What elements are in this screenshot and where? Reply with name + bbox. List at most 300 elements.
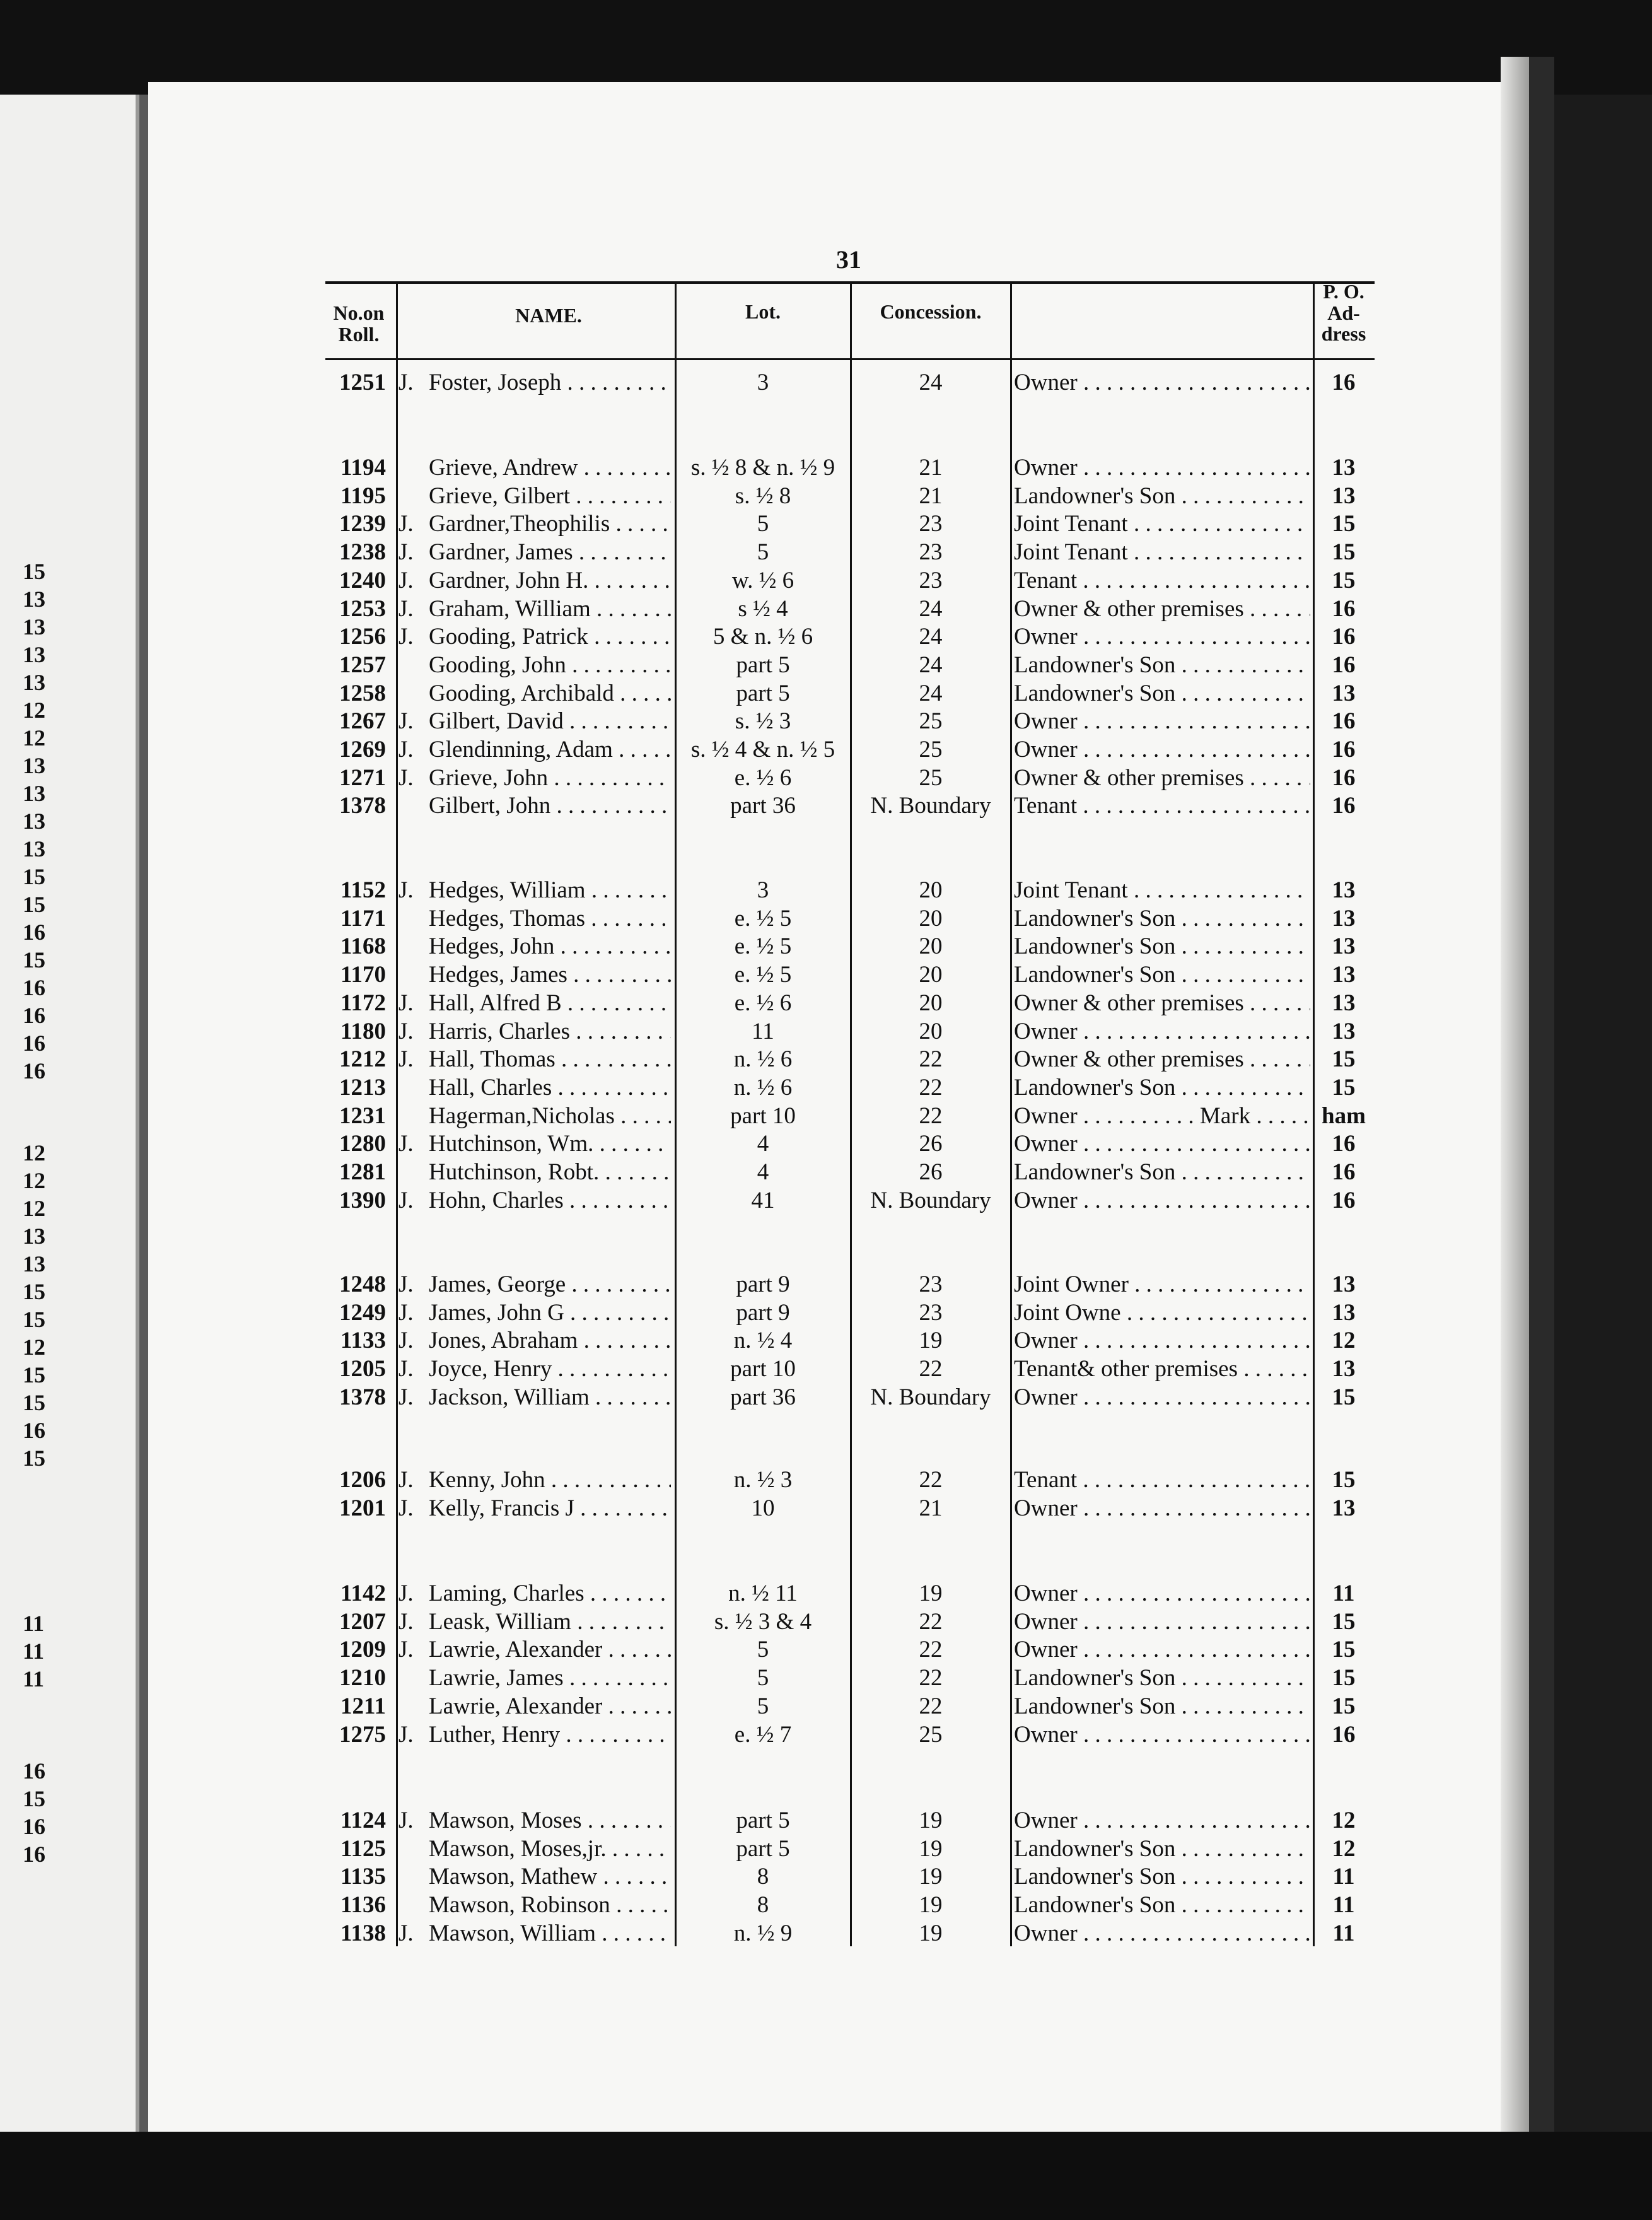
lot: s. ½ 3 & 4 — [714, 1609, 812, 1635]
juror-mark: J. — [398, 1467, 414, 1493]
page-number: 31 — [836, 245, 861, 274]
facing-page-number: 12 — [23, 1140, 45, 1166]
header-concession: Concession. — [880, 300, 982, 323]
roll-number: 1125 — [340, 1836, 386, 1862]
voter-name: Gooding, Archibald . . . — [429, 680, 671, 708]
concession: 24 — [919, 652, 943, 678]
concession: 20 — [919, 933, 943, 959]
po-address: 15 — [1332, 1637, 1356, 1662]
po-address: 16 — [1332, 596, 1356, 622]
lot: 5 & n. ½ 6 — [713, 624, 813, 650]
qualification: Owner . . . . . . . . . . Mark . . . — [1014, 1102, 1310, 1130]
concession: 19 — [919, 1920, 943, 1946]
table-row — [0, 708, 1652, 735]
voter-name: Mawson, Moses,jr. . . . — [429, 1835, 671, 1863]
qualification: Landowner's Son . . . — [1014, 1891, 1310, 1919]
table-row — [0, 539, 1652, 566]
roll-number: 1172 — [340, 990, 386, 1016]
juror-mark: J. — [398, 990, 414, 1016]
facing-page-number: 13 — [23, 809, 45, 834]
roll-number: 1152 — [340, 877, 386, 903]
lot: e. ½ 7 — [734, 1722, 792, 1748]
qualification: Owner . . . — [1014, 1636, 1310, 1664]
roll-number: 1280 — [339, 1131, 386, 1157]
voter-name: Jones, Abraham . . . — [429, 1327, 671, 1355]
concession: 22 — [919, 1693, 943, 1719]
concession: N. Boundary — [870, 793, 991, 819]
lot: 41 — [751, 1188, 775, 1213]
voter-name: Hall, Thomas . . . — [429, 1046, 671, 1073]
facing-page-number: 15 — [23, 1786, 45, 1811]
table-row — [0, 1187, 1652, 1215]
voter-name: Glendinning, Adam . . . — [429, 736, 671, 764]
qualification: Tenant . . . — [1014, 792, 1310, 820]
table-row — [0, 680, 1652, 708]
table-row — [0, 792, 1652, 820]
po-address: 15 — [1332, 539, 1356, 565]
po-address: 15 — [1332, 1693, 1356, 1719]
lot: part 5 — [736, 681, 790, 706]
qualification: Tenant& other premises . . . — [1014, 1355, 1310, 1383]
facing-page-number: 16 — [23, 920, 45, 945]
qualification: Joint Tenant . . . — [1014, 539, 1310, 566]
po-address: 16 — [1332, 370, 1356, 395]
qualification: Owner . . . — [1014, 369, 1310, 397]
juror-mark: J. — [398, 1300, 414, 1326]
facing-page-number: 16 — [23, 975, 45, 1000]
header-line: P. O. — [1323, 280, 1364, 303]
roll-number: 1136 — [340, 1892, 386, 1918]
po-address: 15 — [1332, 1665, 1356, 1691]
voter-name: Grieve, Gilbert . . . — [429, 482, 671, 510]
lot: 5 — [757, 1693, 769, 1719]
table-row — [0, 1891, 1652, 1919]
lot: n. ½ 9 — [733, 1920, 793, 1946]
concession: 19 — [919, 1836, 943, 1862]
qualification: Owner & other premises . . . — [1014, 595, 1310, 623]
lot: 5 — [757, 1637, 769, 1662]
qualification: Owner & other premises . . . — [1014, 764, 1310, 792]
roll-number: 1269 — [339, 737, 386, 762]
po-address: ham — [1322, 1103, 1366, 1129]
po-address: 13 — [1332, 906, 1356, 932]
table-row — [0, 736, 1652, 764]
roll-number: 1212 — [339, 1046, 386, 1072]
voter-name: Hall, Charles . . . — [429, 1074, 671, 1102]
voter-name: Hedges, Thomas . . . — [429, 905, 671, 933]
concession: 25 — [919, 1722, 943, 1748]
table-row — [0, 1018, 1652, 1046]
voter-name: Gardner,Theophilis . . . — [429, 510, 671, 538]
table-row — [0, 1693, 1652, 1721]
juror-mark: J. — [398, 1019, 414, 1044]
concession: 20 — [919, 906, 943, 932]
facing-page-number: 13 — [23, 670, 45, 695]
po-address: 13 — [1332, 1271, 1356, 1297]
lot: s. ½ 4 & n. ½ 5 — [690, 737, 835, 762]
concession: N. Boundary — [870, 1384, 991, 1410]
facing-page-number: 15 — [23, 1390, 45, 1415]
roll-number: 1205 — [339, 1356, 386, 1382]
juror-mark: J. — [398, 624, 414, 650]
roll-number: 1378 — [339, 793, 386, 819]
po-address: 13 — [1332, 1019, 1356, 1044]
roll-number: 1124 — [340, 1808, 386, 1833]
juror-mark: J. — [398, 1580, 414, 1606]
table-row — [0, 990, 1652, 1017]
table-row — [0, 905, 1652, 933]
voter-name: Hedges, James . . . — [429, 961, 671, 989]
juror-mark: J. — [398, 596, 414, 622]
roll-number: 1251 — [339, 370, 386, 395]
po-address: 16 — [1332, 1131, 1356, 1157]
table-row — [0, 369, 1652, 397]
voter-name: Gardner, James . . . — [429, 539, 671, 566]
roll-number: 1210 — [339, 1665, 386, 1691]
scan-bottom-border — [0, 2132, 1652, 2220]
qualification: Joint Tenant . . . — [1014, 877, 1310, 904]
facing-page-number: 15 — [23, 1279, 45, 1304]
lot: s. ½ 8 & n. ½ 9 — [690, 455, 835, 481]
voter-name: Hohn, Charles . . . — [429, 1187, 671, 1215]
qualification: Owner . . . — [1014, 1580, 1310, 1608]
roll-number: 1211 — [340, 1693, 386, 1719]
po-address: 15 — [1332, 511, 1356, 537]
voter-name: Gilbert, John . . . — [429, 792, 671, 820]
header-line: Ad- — [1327, 301, 1360, 324]
voter-name: Luther, Henry . . . — [429, 1721, 671, 1749]
concession: 22 — [919, 1467, 943, 1493]
concession: 24 — [919, 624, 943, 650]
table-row — [0, 961, 1652, 989]
concession: 23 — [919, 511, 943, 537]
juror-mark: J. — [398, 737, 414, 762]
juror-mark: J. — [398, 1188, 414, 1213]
concession: 23 — [919, 1271, 943, 1297]
concession: 20 — [919, 990, 943, 1016]
facing-page-number: 11 — [23, 1611, 45, 1636]
lot: 5 — [757, 1665, 769, 1691]
po-address: 13 — [1332, 1300, 1356, 1326]
facing-page-number: 15 — [23, 947, 45, 973]
qualification: Landowner's Son . . . — [1014, 1693, 1310, 1721]
facing-page-number: 15 — [23, 1362, 45, 1388]
facing-page-number: 12 — [23, 725, 45, 751]
po-address: 12 — [1332, 1836, 1356, 1862]
concession: 19 — [919, 1328, 943, 1353]
concession: 19 — [919, 1864, 943, 1890]
voter-name: Mawson, Moses . . . — [429, 1807, 671, 1835]
voter-name: Foster, Joseph . . . — [429, 369, 671, 397]
table-row — [0, 764, 1652, 792]
roll-number: 1206 — [339, 1467, 386, 1493]
juror-mark: J. — [398, 1808, 414, 1833]
roll-number: 1170 — [340, 962, 386, 988]
concession: 23 — [919, 1300, 943, 1326]
lot: s. ½ 8 — [735, 483, 791, 509]
lot: n. ½ 6 — [733, 1046, 793, 1072]
concession: 26 — [919, 1131, 943, 1157]
juror-mark: J. — [398, 1046, 414, 1072]
roll-number: 1213 — [339, 1075, 386, 1101]
concession: 19 — [919, 1892, 943, 1918]
table-row — [0, 651, 1652, 679]
juror-mark: J. — [398, 765, 414, 791]
voter-name: Gooding, Patrick . . . — [429, 623, 671, 651]
qualification: Owner . . . — [1014, 1495, 1310, 1522]
voter-name: Hedges, William . . . — [429, 877, 671, 904]
qualification: Tenant . . . — [1014, 567, 1310, 595]
qualification: Joint Owne . . . — [1014, 1299, 1310, 1327]
roll-number: 1133 — [340, 1328, 386, 1353]
table-row — [0, 623, 1652, 651]
juror-mark: J. — [398, 708, 414, 734]
qualification: Owner . . . — [1014, 1327, 1310, 1355]
roll-number: 1239 — [339, 511, 386, 537]
facing-page-number: 16 — [23, 1758, 45, 1784]
po-address: 11 — [1332, 1892, 1355, 1918]
lot: 3 — [757, 370, 769, 395]
roll-number: 1248 — [339, 1271, 386, 1297]
roll-number: 1281 — [339, 1159, 386, 1185]
roll-number: 1231 — [339, 1103, 386, 1129]
facing-page-number: 16 — [23, 1842, 45, 1867]
facing-page-number: 13 — [23, 1224, 45, 1249]
concession: 22 — [919, 1609, 943, 1635]
concession: N. Boundary — [870, 1188, 991, 1213]
voter-name: Hutchinson, Wm. . . . — [429, 1130, 671, 1158]
table-row — [0, 877, 1652, 904]
facing-page-number: 13 — [23, 781, 45, 806]
qualification: Landowner's Son . . . — [1014, 1664, 1310, 1692]
roll-number: 1168 — [340, 933, 386, 959]
lot: part 10 — [730, 1356, 796, 1382]
po-address: 16 — [1332, 1159, 1356, 1185]
roll-number: 1180 — [340, 1019, 386, 1044]
roll-number: 1378 — [339, 1384, 386, 1410]
juror-mark: J. — [398, 1131, 414, 1157]
qualification: Landowner's Son . . . — [1014, 905, 1310, 933]
concession: 20 — [919, 1019, 943, 1044]
voter-name: James, John G . . . — [429, 1299, 671, 1327]
po-address: 11 — [1332, 1580, 1355, 1606]
qualification: Owner . . . — [1014, 1721, 1310, 1749]
qualification: Landowner's Son . . . — [1014, 482, 1310, 510]
qualification: Joint Owner . . . — [1014, 1271, 1310, 1299]
table-row — [0, 1130, 1652, 1158]
header-lot: Lot. — [745, 300, 781, 323]
table-row — [0, 1327, 1652, 1355]
qualification: Tenant . . . — [1014, 1466, 1310, 1494]
table-row — [0, 1580, 1652, 1608]
concession: 21 — [919, 455, 943, 481]
table-row — [0, 454, 1652, 482]
lot: e. ½ 5 — [734, 933, 792, 959]
po-address: 16 — [1332, 1188, 1356, 1213]
table-row — [0, 1495, 1652, 1522]
voter-name: Hedges, John . . . — [429, 933, 671, 961]
qualification: Owner & other premises . . . — [1014, 990, 1310, 1017]
po-address: 16 — [1332, 624, 1356, 650]
facing-page-number: 16 — [23, 1418, 45, 1443]
concession: 22 — [919, 1103, 943, 1129]
qualification: Owner . . . — [1014, 1920, 1310, 1948]
voter-name: Graham, William . . . — [429, 595, 671, 623]
concession: 23 — [919, 568, 943, 593]
qualification: Owner . . . — [1014, 1807, 1310, 1835]
facing-page-number: 11 — [23, 1639, 45, 1664]
po-address: 15 — [1332, 568, 1356, 593]
concession: 20 — [919, 962, 943, 988]
voter-name: Kelly, Francis J . . . — [429, 1495, 671, 1522]
juror-mark: J. — [398, 1384, 414, 1410]
po-address: 13 — [1332, 1356, 1356, 1382]
juror-mark: J. — [398, 1271, 414, 1297]
facing-page-number: 13 — [23, 614, 45, 640]
qualification: Landowner's Son . . . — [1014, 651, 1310, 679]
qualification: Owner . . . — [1014, 454, 1310, 482]
po-address: 16 — [1332, 1722, 1356, 1748]
juror-mark: J. — [398, 1356, 414, 1382]
po-address: 16 — [1332, 793, 1356, 819]
facing-page-number: 16 — [23, 1058, 45, 1084]
lot: 3 — [757, 877, 769, 903]
table-row — [0, 1046, 1652, 1073]
voter-name: Leask, William . . . — [429, 1608, 671, 1636]
qualification: Owner . . . — [1014, 1608, 1310, 1636]
po-address: 16 — [1332, 737, 1356, 762]
concession: 22 — [919, 1637, 943, 1662]
qualification: Landowner's Son . . . — [1014, 1159, 1310, 1186]
table-row — [0, 1299, 1652, 1327]
facing-page-number: 13 — [23, 753, 45, 778]
concession: 22 — [919, 1356, 943, 1382]
header-no-on-roll — [323, 303, 395, 345]
table-row — [0, 1721, 1652, 1749]
facing-page-number: 15 — [23, 559, 45, 584]
table-row — [0, 1102, 1652, 1130]
table-row — [0, 1271, 1652, 1299]
voter-name: Hutchinson, Robt. . . . — [429, 1159, 671, 1186]
table-row — [0, 1159, 1652, 1186]
lot: n. ½ 11 — [728, 1580, 798, 1606]
lot: n. ½ 3 — [733, 1467, 793, 1493]
concession: 22 — [919, 1665, 943, 1691]
voter-name: Jackson, William . . . — [429, 1384, 671, 1411]
roll-number: 1201 — [339, 1495, 386, 1521]
qualification: Owner & other premises . . . — [1014, 1046, 1310, 1073]
lot: part 9 — [736, 1271, 790, 1297]
facing-page-number: 11 — [23, 1666, 45, 1691]
po-address: 12 — [1332, 1328, 1356, 1353]
juror-mark: J. — [398, 1495, 414, 1521]
roll-number: 1195 — [340, 483, 386, 509]
lot: e. ½ 6 — [734, 765, 792, 791]
juror-mark: J. — [398, 877, 414, 903]
lot: part 5 — [736, 652, 790, 678]
concession: 24 — [919, 681, 943, 706]
lot: part 36 — [730, 793, 796, 819]
table-row — [0, 1355, 1652, 1383]
po-address: 13 — [1332, 1495, 1356, 1521]
po-address: 16 — [1332, 652, 1356, 678]
po-address: 16 — [1332, 708, 1356, 734]
roll-number: 1142 — [340, 1580, 386, 1606]
table-row — [0, 595, 1652, 623]
po-address: 15 — [1332, 1046, 1356, 1072]
juror-mark: J. — [398, 1328, 414, 1353]
juror-mark: J. — [398, 511, 414, 537]
voter-name: Mawson, Mathew . . . — [429, 1863, 671, 1891]
roll-number: 1171 — [340, 906, 386, 932]
concession: 25 — [919, 708, 943, 734]
facing-page-number: 12 — [23, 1335, 45, 1360]
po-address: 13 — [1332, 681, 1356, 706]
header-line: Roll. — [338, 322, 380, 346]
table-row — [0, 1074, 1652, 1102]
table-row — [0, 1466, 1652, 1494]
facing-page-number: 16 — [23, 1003, 45, 1028]
concession: 19 — [919, 1580, 943, 1606]
po-address: 13 — [1332, 990, 1356, 1016]
qualification: Owner . . . — [1014, 1130, 1310, 1158]
voter-name: Hall, Alfred B . . . — [429, 990, 671, 1017]
lot: n. ½ 6 — [733, 1075, 793, 1101]
table-row — [0, 1664, 1652, 1692]
table-row — [0, 1863, 1652, 1891]
po-address: 15 — [1332, 1075, 1356, 1101]
voter-name: Mawson, William . . . — [429, 1920, 671, 1948]
facing-page-number: 13 — [23, 642, 45, 667]
facing-page-number: 16 — [23, 1814, 45, 1839]
table-row — [0, 510, 1652, 538]
lot: part 9 — [736, 1300, 790, 1326]
po-address: 15 — [1332, 1467, 1356, 1493]
lot: part 10 — [730, 1103, 796, 1129]
lot: e. ½ 5 — [734, 906, 792, 932]
lot: 4 — [757, 1131, 769, 1157]
voter-name: Lawrie, James . . . — [429, 1664, 671, 1692]
roll-number: 1253 — [339, 596, 386, 622]
juror-mark: J. — [398, 1722, 414, 1748]
po-address: 15 — [1332, 1384, 1356, 1410]
facing-page-number: 15 — [23, 864, 45, 889]
po-address: 13 — [1332, 962, 1356, 988]
voter-name: Kenny, John . . . — [429, 1466, 671, 1494]
lot: s. ½ 3 — [735, 708, 791, 734]
concession: 25 — [919, 737, 943, 762]
table-row — [0, 1835, 1652, 1863]
po-address: 11 — [1332, 1864, 1355, 1890]
voter-name: Lawrie, Alexander . . . — [429, 1636, 671, 1664]
qualification: Owner . . . — [1014, 1018, 1310, 1046]
qualification: Landowner's Son . . . — [1014, 1835, 1310, 1863]
lot: 8 — [757, 1864, 769, 1890]
concession: 24 — [919, 370, 943, 395]
lot: part 5 — [736, 1836, 790, 1862]
voter-name: Laming, Charles . . . — [429, 1580, 671, 1608]
qualification: Owner . . . — [1014, 1187, 1310, 1215]
table-row — [0, 482, 1652, 510]
header-line: No.on — [333, 301, 385, 324]
qualification: Landowner's Son . . . — [1014, 933, 1310, 961]
po-address: 15 — [1332, 1609, 1356, 1635]
roll-number: 1256 — [339, 624, 386, 650]
roll-number: 1275 — [339, 1722, 386, 1748]
juror-mark: J. — [398, 1920, 414, 1946]
voter-name: Joyce, Henry . . . — [429, 1355, 671, 1383]
roll-number: 1207 — [339, 1609, 386, 1635]
